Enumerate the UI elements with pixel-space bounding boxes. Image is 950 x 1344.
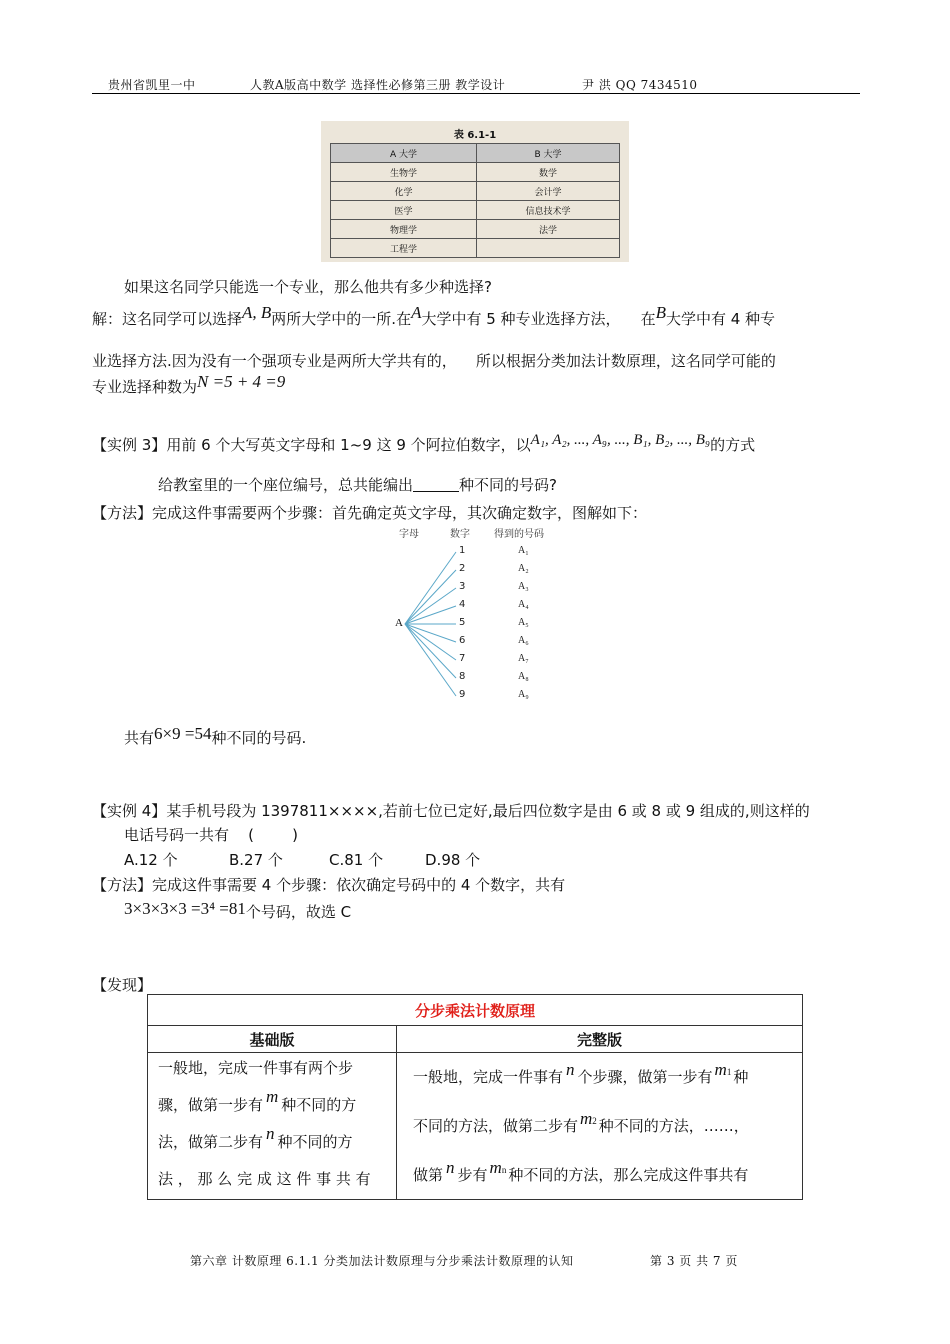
text: 大学中有 5 种专业选择方法，: [421, 310, 621, 328]
full-line: [413, 1158, 749, 1185]
tree-digit: 9: [459, 689, 466, 700]
basic-line: [158, 1087, 357, 1115]
header-course: 人教A版高中数学 选择性必修第三册 教学设计: [250, 78, 506, 92]
subscript: 1: [726, 1067, 732, 1077]
table-cell: 会计学: [477, 182, 620, 201]
branch-line: [405, 624, 456, 642]
basic-cell: [148, 1053, 397, 1200]
text: 解：这名同学可以选择: [92, 310, 243, 328]
table-cell: 化学: [331, 182, 477, 201]
example3-line-1: [92, 434, 755, 455]
text: 种不同的号码.: [211, 729, 307, 747]
text: 步有: [457, 1166, 488, 1184]
option-d: D.98 个: [425, 851, 481, 869]
header-rule: [92, 93, 860, 94]
tree-digit: 8: [459, 671, 466, 682]
tree-digit: 1: [459, 545, 466, 556]
example4-method: [92, 874, 565, 895]
math-mn: m: [489, 1158, 502, 1177]
example3-method: [92, 502, 647, 523]
principle-table: [147, 994, 803, 1200]
math-a: A: [411, 303, 422, 322]
footer-text: 第六章 计数原理 6.1.1 分类加法计数原理与分步乘法计数原理的认知: [190, 1254, 574, 1268]
full-line: [413, 1060, 749, 1087]
example4-label: 【实例 4】: [92, 802, 167, 820]
text: 在: [640, 310, 656, 328]
tree-code: A₇: [518, 653, 529, 664]
col-a-header: A 大学: [331, 144, 477, 163]
tree-code: A₅: [518, 617, 529, 628]
tree-code: A₄: [518, 599, 529, 610]
tree-code: A₂: [518, 563, 529, 574]
math-m1: m: [714, 1060, 727, 1079]
math-n: n: [266, 1124, 275, 1143]
tree-root: A: [395, 617, 403, 629]
question-text: 如果这名同学只能选一个专业，那么他共有多少种选择?: [124, 278, 492, 296]
branch-line: [405, 570, 456, 624]
math-ab: A, B: [242, 303, 272, 322]
text: 共有: [124, 729, 155, 747]
method-label: 【方法】: [92, 876, 153, 894]
math-codes: A₁, A₂, ..., A₉, ..., B₁, B₂, ..., B₉: [530, 432, 711, 448]
math-product: 6×9 =54: [154, 724, 212, 743]
branch-line: [405, 624, 456, 678]
text: 完成这件事需要两个步骤：首先确定英文字母，其次确定数字，图解如下：: [152, 504, 648, 522]
table-caption: 表 6.1-1: [453, 130, 497, 141]
table-row: [331, 201, 620, 220]
text: 种不同的方法，……，: [598, 1117, 749, 1135]
text: 某手机号段为 1397811××××,若前七位已定好,最后四位数字是由 6 或 8 或 9 组成的,则这样的: [166, 802, 810, 820]
tree-code: A₈: [518, 671, 529, 682]
text: 种不同的方法，那么完成这件事共有: [508, 1166, 749, 1184]
table-cell: 生物学: [331, 163, 477, 182]
branch-line: [405, 588, 456, 624]
branch-line: [405, 624, 456, 660]
table-row: [331, 220, 620, 239]
table-cell: 工程学: [331, 239, 477, 258]
table-cell: 物理学: [331, 220, 477, 239]
basic-line: [158, 1124, 353, 1152]
solution-line-3: [92, 372, 286, 397]
header-author: 尹 洪 QQ 7434510: [582, 78, 698, 92]
text: 个步骤，做第一步有: [577, 1068, 713, 1086]
method-label: 【方法】: [92, 504, 153, 522]
table-photo: [321, 121, 629, 262]
math-m2: m: [580, 1109, 593, 1128]
basic-line: 一般地，完成一件事有两个步: [158, 1059, 354, 1077]
option-c: C.81 个: [329, 851, 384, 869]
branch-line: [405, 606, 456, 624]
tree-branches: [390, 525, 560, 710]
text: 用前 6 个大写英文字母和 1~9 这 9 个阿拉伯数字，以: [166, 436, 531, 454]
solution-line-1: [92, 303, 776, 329]
option-a: A.12 个: [124, 851, 178, 869]
principle-title: 分步乘法计数原理: [148, 995, 803, 1026]
full-line: [413, 1109, 749, 1136]
math-n: n: [566, 1060, 575, 1079]
footer-page: 第 3 页 共 7 页: [650, 1254, 738, 1268]
tree-digit: 6: [459, 635, 466, 646]
subscript: n: [501, 1165, 507, 1175]
example4-line-2: 电话号码一共有 ( ): [124, 826, 298, 844]
text: 专业选择种数为: [92, 378, 198, 396]
text: 完成这件事需要 4 个步骤：依次确定号码中的 4 个数字，共有: [152, 876, 566, 894]
math-n: n: [446, 1158, 455, 1177]
col-basic-header: 基础版: [148, 1026, 397, 1053]
text: 一般地，完成一件事有: [413, 1068, 564, 1086]
option-b: B.27 个: [229, 851, 283, 869]
table-cell: 医学: [331, 201, 477, 220]
basic-line: 法 ， 那 么 完 成 这 件 事 共 有: [158, 1170, 371, 1188]
table-row: [331, 182, 620, 201]
example3-line-2: [158, 474, 557, 495]
text: 大学中有 4 种专: [665, 310, 776, 328]
text: 骤，做第一步有: [158, 1096, 264, 1114]
branch-line: [405, 624, 456, 696]
math-power: 3×3×3×3 =3⁴ =81: [124, 899, 246, 918]
col-b-header: B 大学: [477, 144, 620, 163]
math-sum: N =5 + 4 =9: [197, 372, 286, 391]
tree-digit: 3: [459, 581, 466, 592]
math-b: B: [655, 303, 666, 322]
subscript: 2: [592, 1116, 597, 1126]
tree-col-code: 得到的号码: [494, 529, 544, 540]
full-cell: [397, 1053, 803, 1200]
table-cell: 信息技术学: [477, 201, 620, 220]
text: 法，做第二步有: [158, 1133, 264, 1151]
text: 做第: [413, 1166, 444, 1184]
example3-label: 【实例 3】: [92, 436, 167, 454]
text: 种: [733, 1068, 749, 1086]
text: 种不同的方: [281, 1096, 357, 1114]
text: 不同的方法，做第二步有: [413, 1117, 579, 1135]
branch-line: [405, 552, 456, 624]
tree-code: A₁: [518, 545, 529, 556]
tree-code: A₃: [518, 581, 529, 592]
tree-col-digit: 数字: [450, 529, 470, 540]
tree-digit: 5: [459, 617, 466, 628]
text: 给教室里的一个座位编号，总共能编出: [158, 476, 414, 494]
tree-digit: 4: [459, 599, 466, 610]
header-school: 贵州省凯里一中: [108, 78, 196, 92]
table-cell: [477, 239, 620, 258]
tree-diagram: [390, 525, 560, 710]
tree-code: A₉: [518, 689, 529, 700]
text: 个号码，故选 C: [245, 903, 352, 921]
math-m: m: [266, 1087, 279, 1106]
text: 的方式: [710, 436, 756, 454]
example3-result: [124, 724, 307, 748]
tree-col-letter: 字母: [399, 529, 419, 540]
tree-digit: 7: [459, 653, 466, 664]
text: 种不同的号码?: [459, 476, 557, 494]
tree-digit: 2: [459, 563, 466, 574]
text: 两所大学中的一所.在: [271, 310, 412, 328]
table-cell: 法学: [477, 220, 620, 239]
tree-code: A₆: [518, 635, 529, 646]
solution-line-2: 业选择方法.因为没有一个强项专业是两所大学共有的， 所以根据分类加法计数原理，这名同学可能的: [92, 352, 776, 370]
table-row: [331, 163, 620, 182]
table-row: [331, 239, 620, 258]
col-full-header: 完整版: [397, 1026, 803, 1053]
discover-label: 【发现】: [92, 976, 153, 994]
text: 种不同的方: [277, 1133, 353, 1151]
answer-blank: [413, 477, 459, 492]
example4-line-1: [92, 800, 810, 821]
university-table: [330, 143, 620, 258]
example4-result: [124, 901, 351, 922]
table-cell: 数学: [477, 163, 620, 182]
